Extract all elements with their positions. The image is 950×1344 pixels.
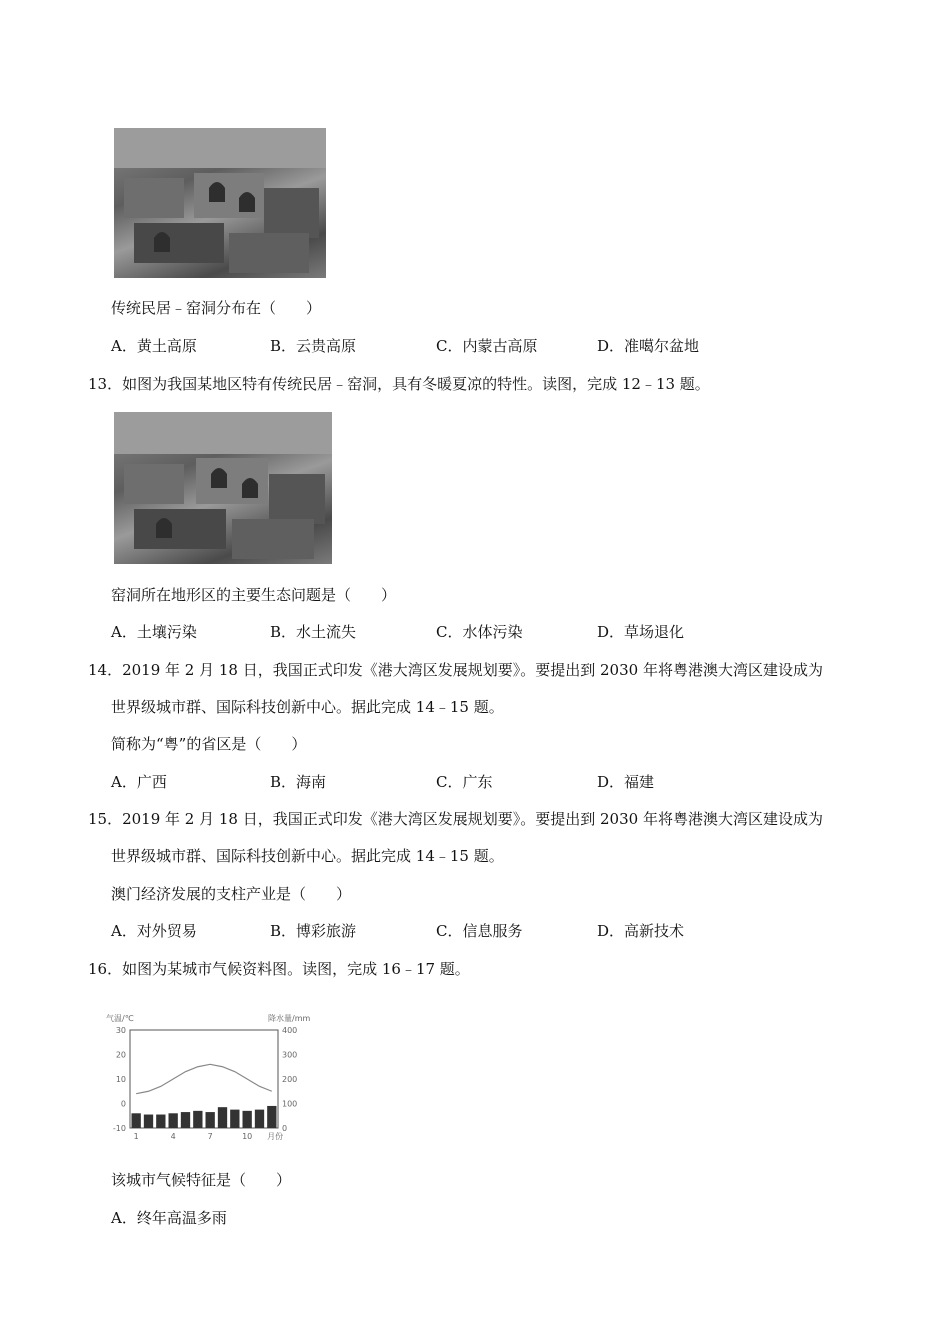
q14-option-b[interactable]: B．海南 — [270, 773, 327, 791]
chart-x-tick-label: 10 — [242, 1132, 253, 1141]
chart-ylabel-right: 降水量/mm — [268, 1014, 311, 1023]
chart-right-tick-label: 200 — [282, 1075, 298, 1084]
q12-option-c[interactable]: C．内蒙古高原 — [436, 337, 538, 355]
cave-dwelling-photo-2 — [114, 412, 332, 564]
chart-x-tick-label: 1 — [133, 1132, 139, 1141]
chart-temperature-line — [136, 1064, 272, 1093]
chart-right-axis — [282, 1026, 297, 1133]
chart-right-tick-label: 300 — [282, 1050, 298, 1060]
chart-left-tick-label: 0 — [120, 1099, 126, 1109]
chart-right-tick-label: 0 — [282, 1124, 288, 1133]
chart-precipitation-bar — [218, 1107, 227, 1128]
chart-precipitation-bar — [255, 1110, 264, 1128]
chart-ylabel-left: 气温/℃ — [106, 1014, 134, 1023]
chart-x-tick-label: 4 — [170, 1132, 176, 1141]
chart-precipitation-bar — [243, 1111, 252, 1128]
chart-precipitation-bar — [206, 1112, 215, 1128]
q12-option-d[interactable]: D．准噶尔盆地 — [597, 337, 700, 355]
q15-option-a[interactable]: A．对外贸易 — [111, 922, 197, 940]
cave-dwelling-illustration-2 — [114, 412, 332, 564]
chart-precipitation-bar — [156, 1115, 165, 1128]
q13-option-c[interactable]: C．水体污染 — [436, 623, 523, 641]
q14-option-a[interactable]: A．广西 — [111, 773, 167, 791]
q13-intro: 13．如图为我国某地区特有传统民居﹣窑洞，具有冬暖夏凉的特性。读图，完成 12﹣13 题。 — [88, 375, 710, 393]
chart-precipitation-bar — [193, 1111, 202, 1128]
q15-stem: 澳门经济发展的支柱产业是（ ） — [111, 885, 352, 903]
q14-option-d[interactable]: D．福建 — [597, 773, 655, 791]
chart-left-axis — [113, 1026, 126, 1133]
chart-precipitation-bar — [169, 1113, 178, 1128]
chart-right-tick-label: 100 — [282, 1099, 298, 1109]
chart-precipitation-bars — [132, 1106, 277, 1128]
chart-precipitation-bar — [181, 1112, 190, 1128]
q15-intro-line-1: 15．2019 年 2 月 18 日，我国正式印发《港大湾区发展规划要》。要提出到 2030 年将粤港澳大湾区建设成为 — [88, 810, 823, 828]
q12-option-b[interactable]: B．云贵高原 — [270, 337, 357, 355]
q14-option-c[interactable]: C．广东 — [436, 773, 493, 791]
q14-intro-line-2: 世界级城市群、国际科技创新中心。据此完成 14﹣15 题。 — [111, 698, 504, 716]
chart-temperature-polyline — [136, 1064, 272, 1093]
q15-option-c[interactable]: C．信息服务 — [436, 922, 523, 940]
q12-option-a[interactable]: A．黄土高原 — [111, 337, 197, 355]
chart-precipitation-bar — [132, 1113, 141, 1128]
q15-intro-line-2: 世界级城市群、国际科技创新中心。据此完成 14﹣15 题。 — [111, 847, 504, 865]
q13-option-a[interactable]: A．土壤污染 — [111, 623, 197, 641]
chart-left-tick-label: 10 — [115, 1075, 126, 1084]
chart-precipitation-bar — [267, 1106, 276, 1128]
chart-right-tick-label: 400 — [282, 1026, 298, 1035]
q16-stem: 该城市气候特征是（ ） — [111, 1171, 292, 1189]
chart-precipitation-bar — [144, 1115, 153, 1128]
q13-option-d[interactable]: D．草场退化 — [597, 623, 685, 641]
chart-precipitation-bar — [230, 1110, 239, 1128]
q12-stem: 传统民居﹣窑洞分布在（ ） — [111, 299, 322, 317]
q13-stem: 窑洞所在地形区的主要生态问题是（ ） — [111, 586, 397, 604]
chart-x-axis — [134, 1132, 253, 1141]
chart-xlabel: 月份 — [267, 1132, 284, 1141]
q15-option-b[interactable]: B．博彩旅游 — [270, 922, 357, 940]
q14-stem: 简称为“粤”的省区是（ ） — [111, 735, 307, 753]
chart-left-tick-label: 30 — [115, 1026, 126, 1035]
climate-chart — [100, 1010, 320, 1150]
chart-left-tick-label: -10 — [112, 1124, 126, 1133]
q15-option-d[interactable]: D．高新技术 — [597, 922, 685, 940]
q16-option-a[interactable]: A．终年高温多雨 — [111, 1209, 227, 1227]
chart-x-tick-label: 7 — [207, 1132, 213, 1141]
cave-dwelling-illustration — [114, 128, 326, 278]
chart-left-tick-label: 20 — [115, 1050, 126, 1060]
cave-dwelling-photo-1 — [114, 128, 326, 278]
q14-intro-line-1: 14．2019 年 2 月 18 日，我国正式印发《港大湾区发展规划要》。要提出到 2030 年将粤港澳大湾区建设成为 — [88, 661, 823, 679]
q16-intro: 16．如图为某城市气候资料图。读图，完成 16﹣17 题。 — [88, 960, 470, 978]
q13-option-b[interactable]: B．水土流失 — [270, 623, 357, 641]
